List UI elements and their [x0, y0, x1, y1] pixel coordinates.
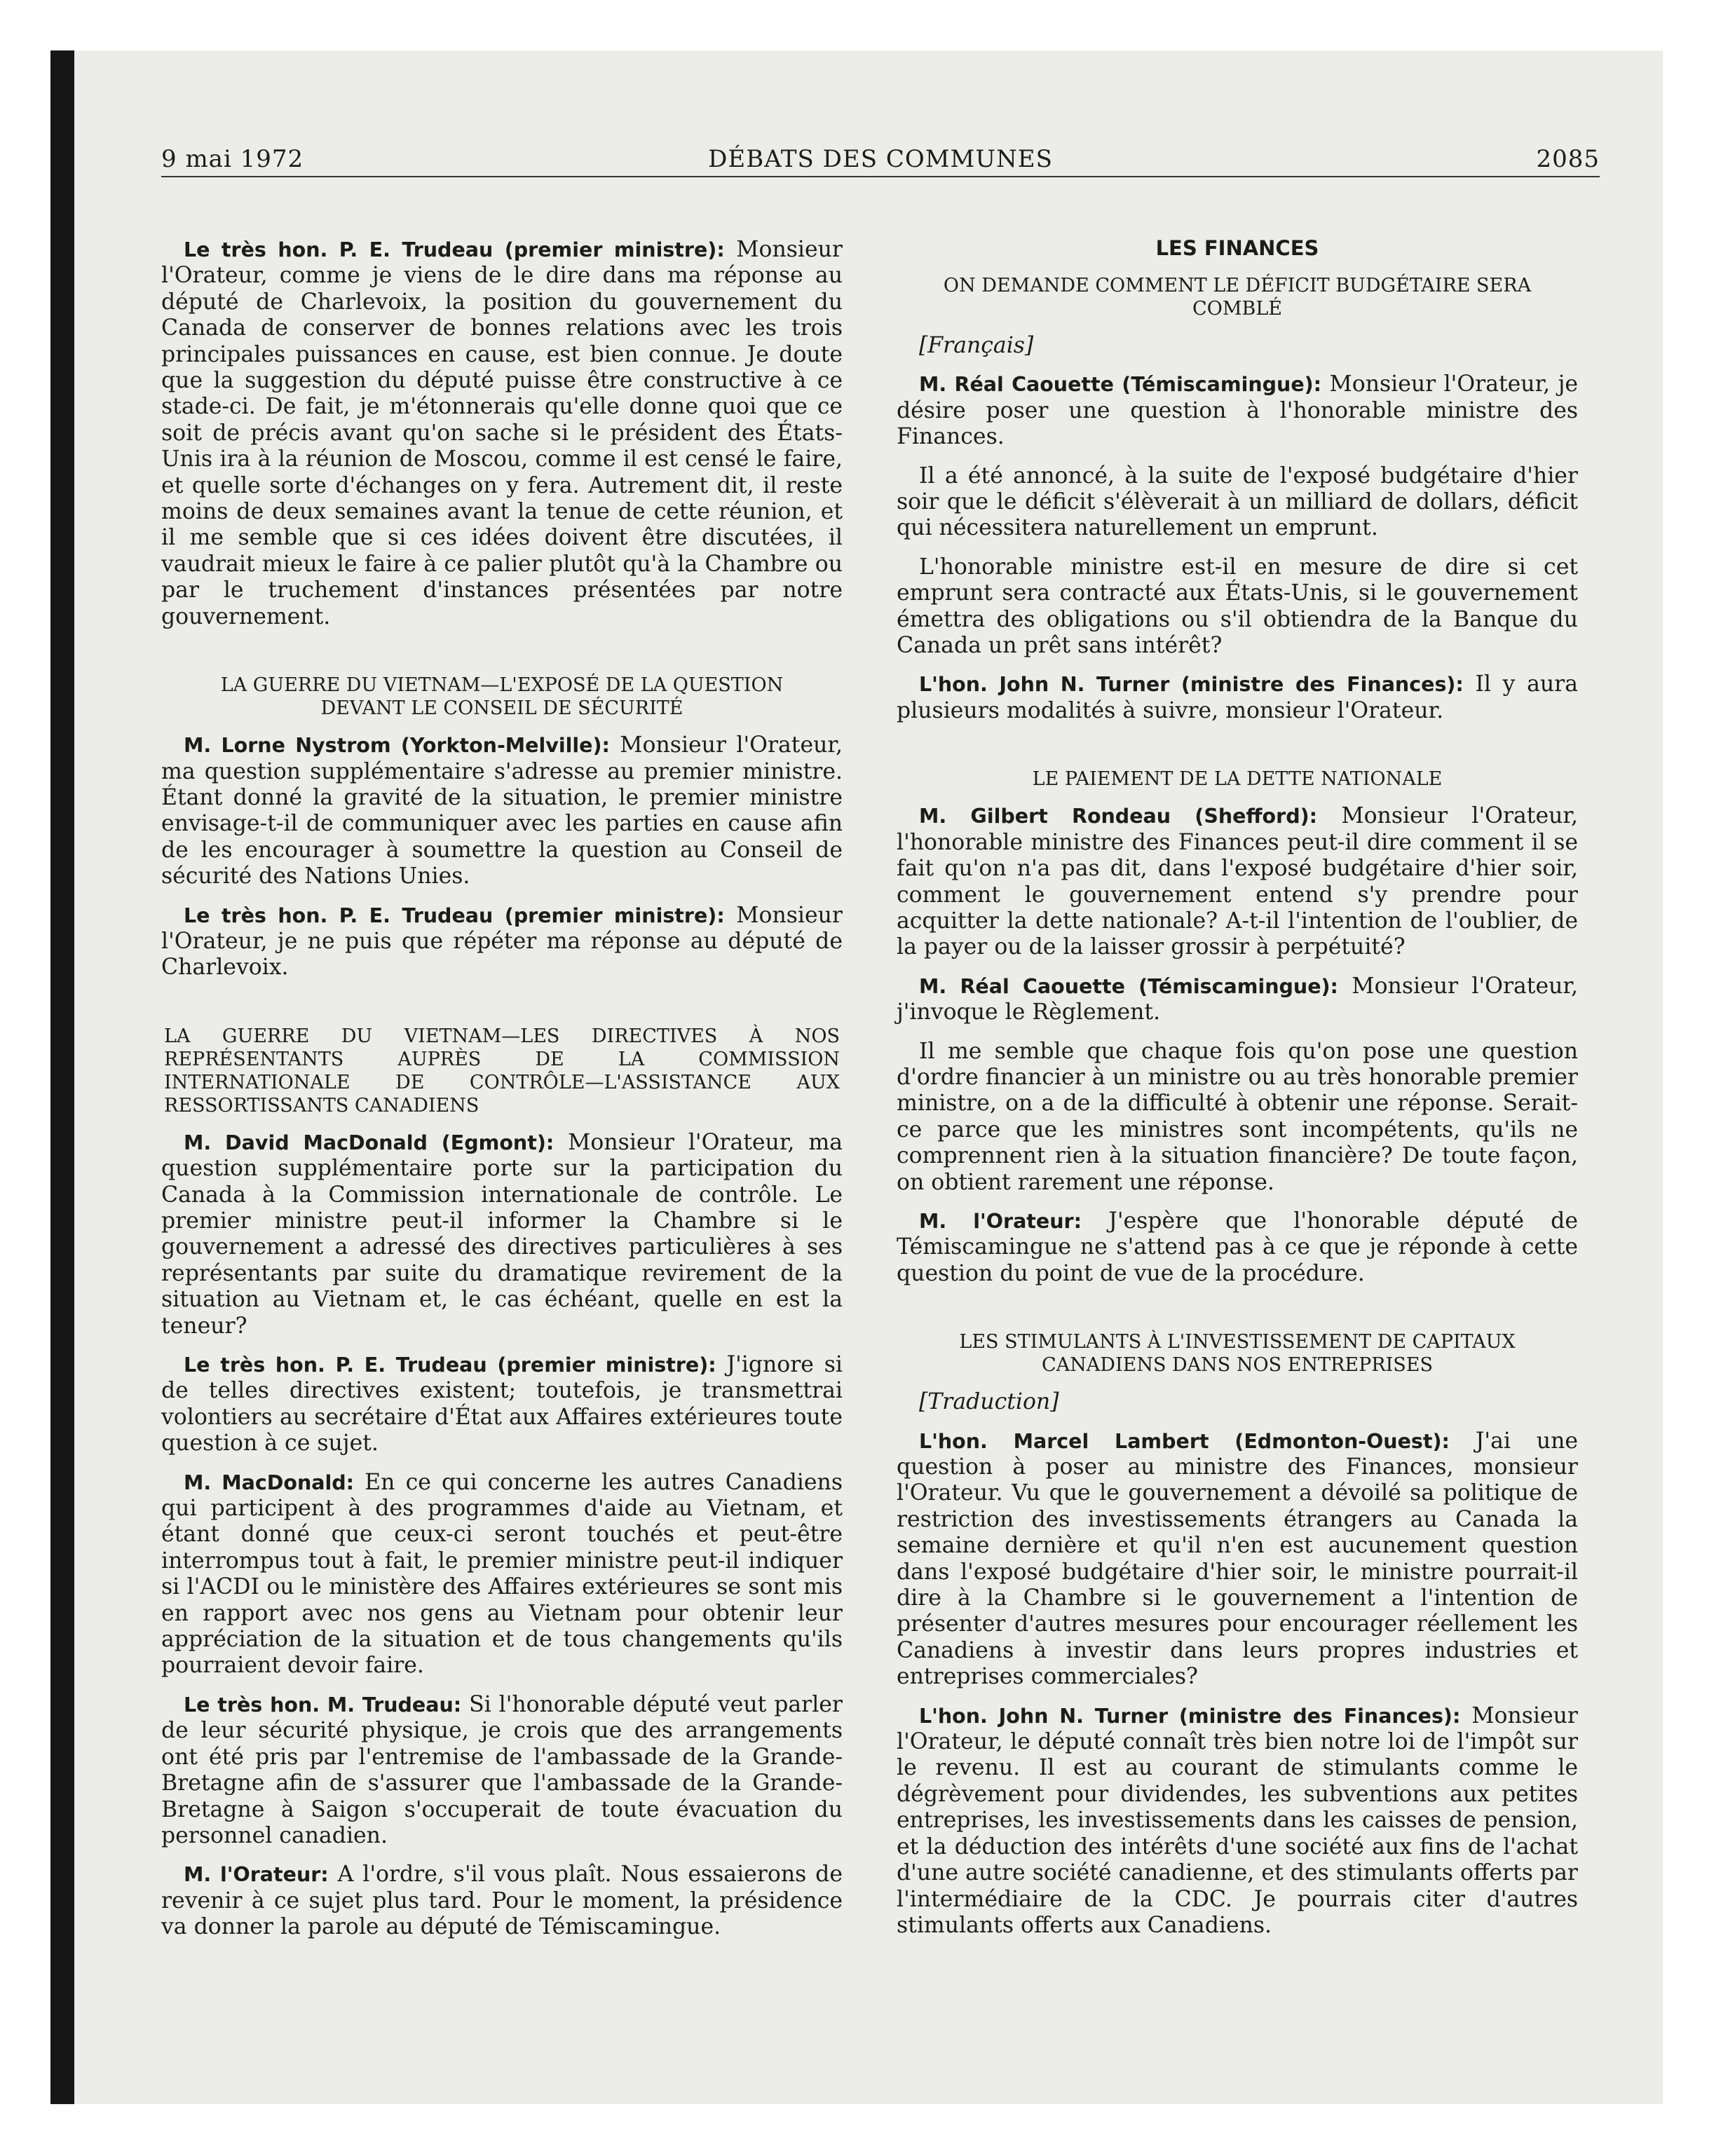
speaker-name: Le très hon. M. Trudeau:: [184, 1693, 462, 1717]
speaker-name: M. Gilbert Rondeau (Shefford):: [919, 805, 1318, 828]
section-heading: LA GUERRE DU VIETNAM—LES DIRECTIVES À NOS REPRÉSENTANTS AUPRÈS DE LA COMMISSION INTERNATIONALE DE CONTRÔLE—L'ASSISTANCE AUX RESSORTISSANTS CANADIENS: [164, 1025, 840, 1117]
speech-text: Monsieur l'Orateur, je désire poser une question à l'honorable ministre des Finances.: [897, 371, 1578, 450]
speech-paragraph: [161, 732, 843, 889]
speech-paragraph: [161, 237, 843, 630]
speech-text: Il y aura plusieurs modalités à suivre, monsieur l'Orateur.: [897, 671, 1578, 723]
text-paragraph: L'honorable ministre est-il en mesure de dire si cet emprunt sera contracté aux États-Unis, si le gouvernement émettra des obligations ou s'il obtiendra de la Banque du Canada un prêt sans intérêt?: [897, 554, 1578, 659]
speech-paragraph: [897, 671, 1578, 724]
speech-text: Si l'honorable député veut parler de leur sécurité physique, je crois que des arrangements ont été pris par l'entremise de l'ambassade de la Grande-Bretagne afin de s'assurer que l'ambassade de la Grande-Bretagne à Saigon s'occuperait de toute évacuation du personnel canadien.: [161, 1691, 843, 1848]
speaker-name: M. Réal Caouette (Témiscamingue):: [919, 974, 1338, 998]
speaker-name: Le très hon. P. E. Trudeau (premier ministre):: [184, 903, 725, 927]
text-paragraph: Il me semble que chaque fois qu'on pose une question d'ordre financier à un ministre ou au très honorable premier ministre, on a de la difficulté à obtenir une réponse. Serait-ce parce que les ministres sont incompétents, qu'ils ne comprennent rien à la situation financière? De toute façon, on obtient rarement une réponse.: [897, 1038, 1578, 1195]
speaker-name: M. David MacDonald (Egmont):: [184, 1131, 554, 1154]
header-date: 9 mai 1972: [161, 145, 304, 173]
speech-paragraph: [897, 1208, 1578, 1287]
speech-text: En ce qui concerne les autres Canadiens qui participent à des programmes d'aide au Vietnam, et étant donné que ceux-ci seront touchés et peut-être interrompus tout à fait, le premier ministre peut-il indiquer si l'ACDI ou le ministère des Affaires extérieures se sont mis en rapport avec nos gens au Vietnam pour obtenir leur appréciation de la situation et de tous changements qu'ils pourraient devoir faire.: [161, 1469, 843, 1679]
speaker-name: M. Lorne Nystrom (Yorkton-Melville):: [184, 734, 610, 758]
speech-text: Monsieur l'Orateur, je ne puis que répéter ma réponse au député de Charlevoix.: [161, 902, 843, 981]
speech-paragraph: [161, 1470, 843, 1679]
section-heading: LA GUERRE DU VIETNAM—L'EXPOSÉ DE LA QUESTION DEVANT LE CONSEIL DE SÉCURITÉ: [220, 674, 784, 720]
scan-edge: [50, 50, 74, 2104]
speech-text: J'ai une question à poser au ministre des Finances, monsieur l'Orateur. Vu que le gouvernement a dévoilé sa politique de restriction des investissements étrangers au Canada la semaine dernière et qu'il n'en est aucunement question dans l'exposé budgétaire d'hier soir, le ministre pourrait-il dire à la Chambre si le gouvernement a l'intention de présenter d'autres mesures pour encourager réellement les Canadiens à investir dans leurs propres industries et entreprises commerciales?: [897, 1428, 1578, 1690]
speech-text: Monsieur l'Orateur, l'honorable ministre des Finances peut-il dire comment il se fait qu'on n'a pas dit, dans l'exposé budgétaire d'hier soir, comment le gouvernement entend s'y prendre pour acquitter la dette nationale? A-t-il l'intention de l'oublier, de la payer ou de la laisser grossir à perpétuité?: [897, 803, 1578, 960]
section-heading: LES STIMULANTS À L'INVESTISSEMENT DE CAPITAUX CANADIENS DANS NOS ENTREPRISES: [959, 1331, 1516, 1377]
speech-text: Monsieur l'Orateur, ma question supplémentaire porte sur la participation du Canada à la Commission internationale de contrôle. Le premier ministre peut-il informer la Chambre si le gouvernement a adressé des directives particulières à ses représentants par suite du dramatique revirement de la situation au Vietnam et, le cas échéant, quelle en est la teneur?: [161, 1129, 843, 1339]
language-note: [Français]: [919, 333, 1034, 358]
speech-text: J'ignore si de telles directives existent; toutefois, je transmettrai volontiers au secrétaire d'État aux Affaires extérieures toute question à ce sujet.: [161, 1352, 843, 1456]
speaker-name: Le très hon. P. E. Trudeau (premier ministre):: [184, 238, 725, 261]
speech-text: A l'ordre, s'il vous plaît. Nous essaierons de revenir à ce sujet plus tard. Pour le moment, la présidence va donner la parole au député de Témiscamingue.: [161, 1862, 843, 1940]
section-heading: LE PAIEMENT DE LA DETTE NATIONALE: [1032, 768, 1443, 791]
speech-paragraph: [897, 1703, 1578, 1939]
header-title: DÉBATS DES COMMUNES: [708, 145, 1053, 173]
speech-text: Monsieur l'Orateur, comme je viens de le dire dans ma réponse au député de Charlevoix, la position du gouvernement du Canada de conserver de bonnes relations avec les trois principales puissances en cause, est bien connue. Je doute que la suggestion du député puisse être constructive à ce stade-ci. De fait, je m'étonnerais qu'elle donne quoi que ce soit de précis avant qu'on sache si le président des États-Unis ira à la réunion de Moscou, comme il est censé le faire, et quelle sorte d'échanges on y fera. Autrement dit, il reste moins de deux semaines avant la tenue de cette réunion, et il me semble que si ces idées doivent être discutées, il vaudrait mieux le faire à ce palier plutôt qu'à la Chambre ou par le truchement d'instances présentées par notre gouvernement.: [161, 237, 843, 629]
speech-paragraph: [897, 803, 1578, 960]
section-heading: ON DEMANDE COMMENT LE DÉFICIT BUDGÉTAIRE SERA COMBLÉ: [943, 275, 1532, 320]
speech-text: Monsieur l'Orateur, j'invoque le Règlement.: [897, 973, 1578, 1025]
speaker-name: M. l'Orateur:: [184, 1863, 329, 1887]
speech-text: J'espère que l'honorable député de Témiscamingue ne s'attend pas à ce que je réponde à cette question du point de vue de la procédure.: [897, 1208, 1578, 1286]
text-paragraph: Il a été annoncé, à la suite de l'exposé budgétaire d'hier soir que le déficit s'élèverait à un milliard de dollars, déficit qui nécessitera naturellement un emprunt.: [897, 463, 1578, 541]
speech-paragraph: [161, 1352, 843, 1457]
speaker-name: M. MacDonald:: [184, 1471, 355, 1494]
speech-text: Monsieur l'Orateur, ma question supplémentaire s'adresse au premier ministre. Étant donné la gravité de la situation, le premier ministre envisage-t-il de communiquer avec les parties en cause afin de les encourager à soumettre la question au Conseil de sécurité des Nations Unies.: [161, 732, 843, 889]
speaker-name: L'hon. Marcel Lambert (Edmonton-Ouest):: [919, 1429, 1450, 1453]
left-column: [161, 237, 843, 1953]
speech-paragraph: [897, 974, 1578, 1026]
right-column: [897, 237, 1578, 1951]
speech-paragraph: [161, 1862, 843, 1940]
language-note: [Traduction]: [919, 1389, 1059, 1415]
speech-paragraph: [897, 1428, 1578, 1691]
speaker-name: L'hon. John N. Turner (ministre des Finances):: [919, 1704, 1461, 1728]
speaker-name: Le très hon. P. E. Trudeau (premier ministre):: [184, 1353, 716, 1377]
speaker-name: L'hon. John N. Turner (ministre des Finances):: [919, 673, 1464, 697]
speech-paragraph: [161, 1130, 843, 1339]
speech-paragraph: [897, 371, 1578, 450]
speech-text: Monsieur l'Orateur, le député connaît très bien notre loi de l'impôt sur le revenu. Il est au courant de stimulants comme le dégrèvement pour dividendes, les subventions aux petites entreprises, les investissements dans les caisses de pension, et la déduction des intérêts d'une société aux fins de l'achat d'une autre société canadienne, et des stimulants offerts par l'intermédiaire de la CDC. Je pourrais citer d'autres stimulants offerts aux Canadiens.: [897, 1703, 1578, 1938]
category-heading: LES FINANCES: [1155, 236, 1319, 260]
page-number: 2085: [1536, 145, 1600, 173]
speaker-name: M. l'Orateur:: [919, 1209, 1082, 1233]
page-header: [161, 144, 1600, 177]
speech-paragraph: [161, 903, 843, 981]
speech-paragraph: [161, 1692, 843, 1849]
speaker-name: M. Réal Caouette (Témiscamingue):: [919, 373, 1322, 397]
